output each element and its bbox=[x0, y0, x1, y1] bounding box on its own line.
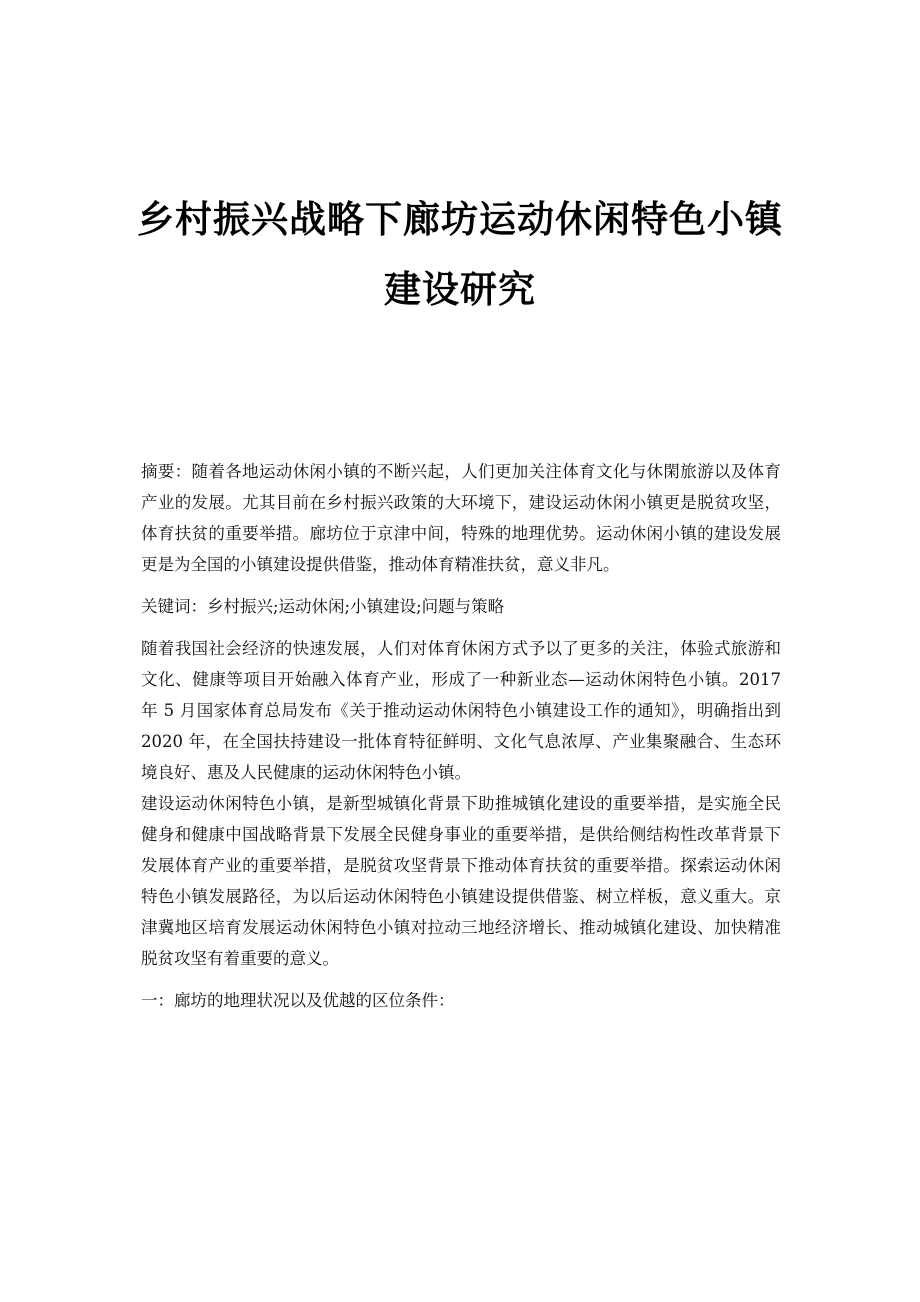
body-paragraph-2: 建设运动休闲特色小镇，是新型城镇化背景下助推城镇化建设的重要举措，是实施全民健身和健康中国战略背景下发展全民健身事业的重要举措，是供给侧结构性改革背景下发展体育产业的重要举措，是脱贫攻坚背景下推动体育扶贫的重要举措。探索运动休闲特色小镇发展路径，为以后运动休闲特色小镇建设提供借鉴、树立样板，意义重大。京津冀地区培育发展运动休闲特色小镇对拉动三地经济增长、推动城镇化建设、加快精准脱贫攻坚有着重要的意义。 bbox=[141, 794, 781, 968]
keywords-line: 关键词：乡村振兴;运动休闲;小镇建设;问题与策略 bbox=[141, 597, 505, 616]
document-title-line-2: 建设研究 bbox=[384, 268, 536, 311]
document-title-line-1: 乡村振兴战略下廊坊运动休闲特色小镇 bbox=[137, 198, 783, 241]
document-body bbox=[141, 456, 781, 1027]
section-heading: 一：廊坊的地理状况以及优越的区位条件： bbox=[141, 991, 455, 1010]
abstract-paragraph: 摘要：随着各地运动休闲小镇的不断兴起，人们更加关注体育文化与休閑旅游以及体育产业的发展。尤其目前在乡村振兴政策的大环境下，建设运动休闲小镇更是脱贫攻坚，体育扶贫的重要举措。廊坊位于京津中间，特殊的地理优势。运动休闲小镇的建设发展更是为全国的小镇建设提供借鉴，推动体育精准扶贫，意义非凡。 bbox=[141, 462, 781, 574]
body-paragraph-1: 随着我国社会经济的快速发展，人们对体育休闲方式予以了更多的关注，体验式旅游和文化、健康等项目开始融入体育产业，形成了一种新业态—运动休闲特色小镇。2017 年 5 月国家体育总局发布《关于推动运动休闲特色小镇建设工作的通知》，明确指出到 2020 年，在全国扶持建设一批体育特征鲜明、文化气息浓厚、产业集聚融合、生态环境良好、惠及人民健康的运动休闲特色小镇。 bbox=[141, 639, 781, 782]
